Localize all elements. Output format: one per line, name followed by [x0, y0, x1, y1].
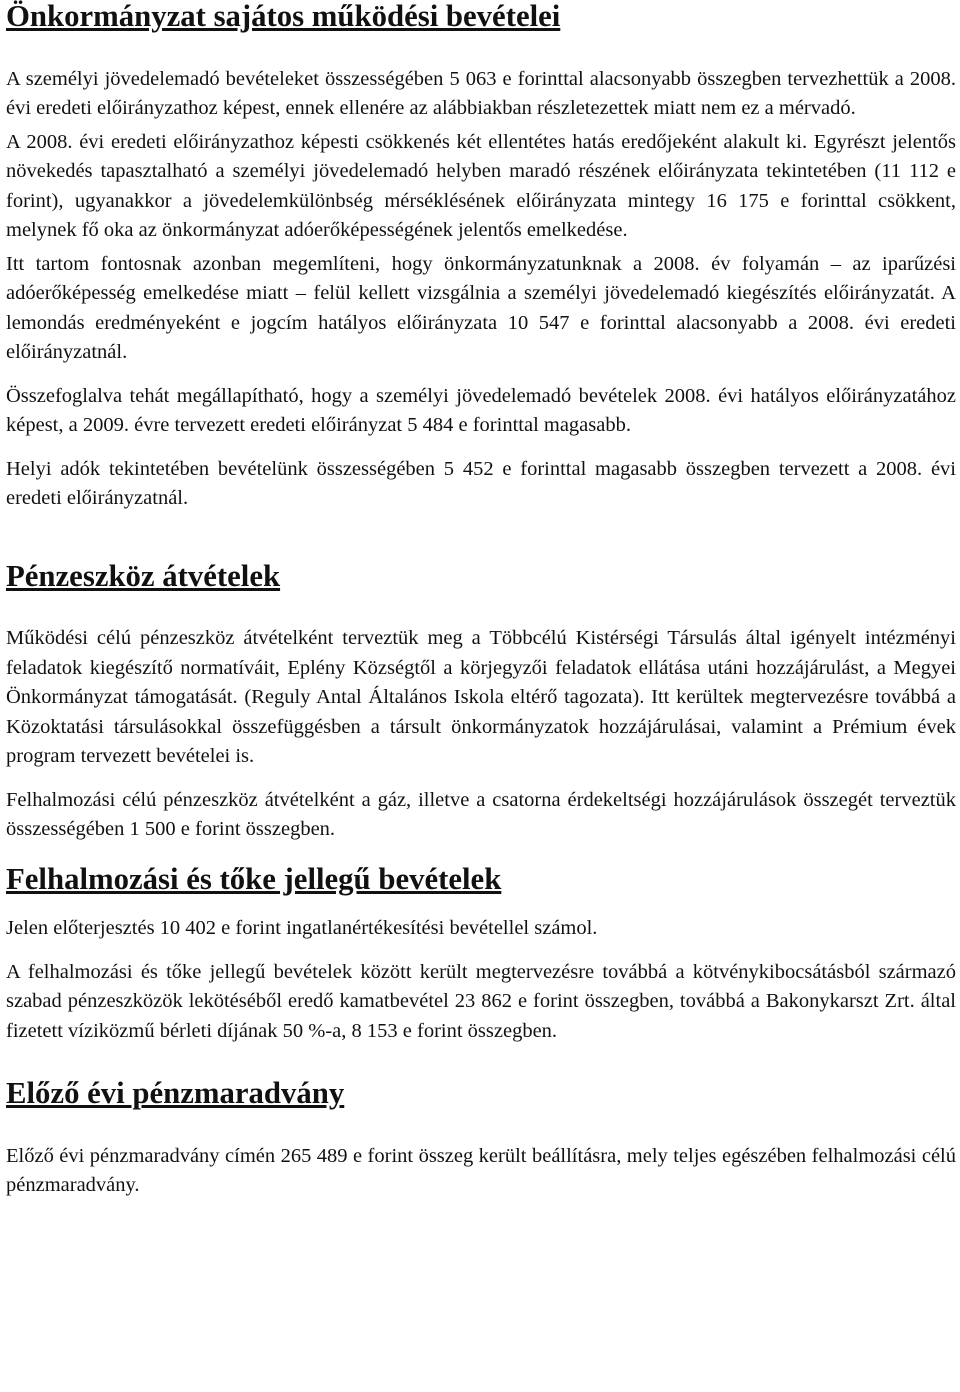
section-heading-felhalmozasi-bevetelek: Felhalmozási és tőke jellegű bevételek — [6, 861, 502, 896]
section-heading-elozo-evi-penzmaradvany: Előző évi pénzmaradvány — [6, 1076, 345, 1110]
paragraph: Előző évi pénzmaradvány címén 265 489 e forint összeg került beállításra, mely teljes egészében felhalmozási célú pénzmaradvány. — [6, 1144, 956, 1196]
paragraph: A 2008. évi eredeti előirányzathoz képesti csökkenés két ellentétes hatás eredőjeként alakult ki. Egyrészt jelentős növekedés tapasztalható a személyi jövedelemadó helyben maradó részének előirányzata tekintetében (11 112 e forint), ugyanakkor a jövedelemkülönbség mérséklésének előirányzata mintegy 16 175 e forinttal csökkent, melynek fő oka az önkormányzat adóerőképességének jelentős emelkedése. — [6, 130, 956, 241]
document-page — [6, 0, 956, 1201]
paragraph: Felhalmozási célú pénzeszköz átvételként a gáz, illetve a csatorna érdekeltségi hozzájárulások összegét terveztük összességében 1 500 e forint összegben. — [6, 788, 956, 840]
section-heading-sajatos-bevetelek: Önkormányzat sajátos működési bevételei — [6, 0, 561, 33]
section-heading-penzeszkoz-atvetelek: Pénzeszköz átvételek — [6, 558, 281, 593]
paragraph: A személyi jövedelemadó bevételeket összességében 5 063 e forinttal alacsonyabb összegben tervezhettük a 2008. évi eredeti előirányzathoz képest, ennek ellenére az alábbiakban részletezettek miatt nem ez a mérvadó. — [6, 67, 956, 119]
paragraph: Összefoglalva tehát megállapítható, hogy a személyi jövedelemadó bevételek 2008. évi hatályos előirányzatához képest, a 2009. évre tervezett eredeti előirányzat 5 484 e forinttal magasabb. — [6, 384, 956, 436]
paragraph: Itt tartom fontosnak azonban megemlíteni, hogy önkormányzatunknak a 2008. év folyamán – az iparűzési adóerőképesség emelkedése miatt – felül kellett vizsgálnia a személyi jövedelemadó kiegészítés előirányzatát. A lemondás eredményeként e jogcím hatályos előirányzata 10 547 e forinttal alacsonyabb a 2008. évi eredeti előirányzatnál. — [6, 252, 956, 363]
paragraph: Helyi adók tekintetében bevételünk összességében 5 452 e forinttal magasabb összegben tervezett a 2008. évi eredeti előirányzatnál. — [6, 457, 956, 509]
paragraph: Működési célú pénzeszköz átvételként terveztük meg a Többcélú Kistérségi Társulás által igényelt intézményi feladatok kiegészítő normatíváit, Eplény Községtől a körjegyzői feladatok ellátása utáni hozzájárulást, a Megyei Önkormányzat támogatását. (Reguly Antal Általános Iskola eltérő tagozata). Itt kerültek megtervezésre továbbá a Közoktatási társulásokkal összefüggésben a társult önkormányzatok hozzájárulásai, valamint a Prémium évek program tervezett bevételei is. — [6, 627, 956, 767]
paragraph: Jelen előterjesztés 10 402 e forint ingatlanértékesítési bevétellel számol. — [6, 917, 598, 939]
paragraph: A felhalmozási és tőke jellegű bevételek között került megtervezésre továbbá a kötvénykibocsátásból származó szabad pénzeszközök lekötéséből eredő kamatbevétel 23 862 e forint összegben, továbbá a Bakonykarszt Zrt. által fizetett víziközmű bérleti díjának 50 %-a, 8 153 e forint összegben. — [6, 960, 956, 1042]
